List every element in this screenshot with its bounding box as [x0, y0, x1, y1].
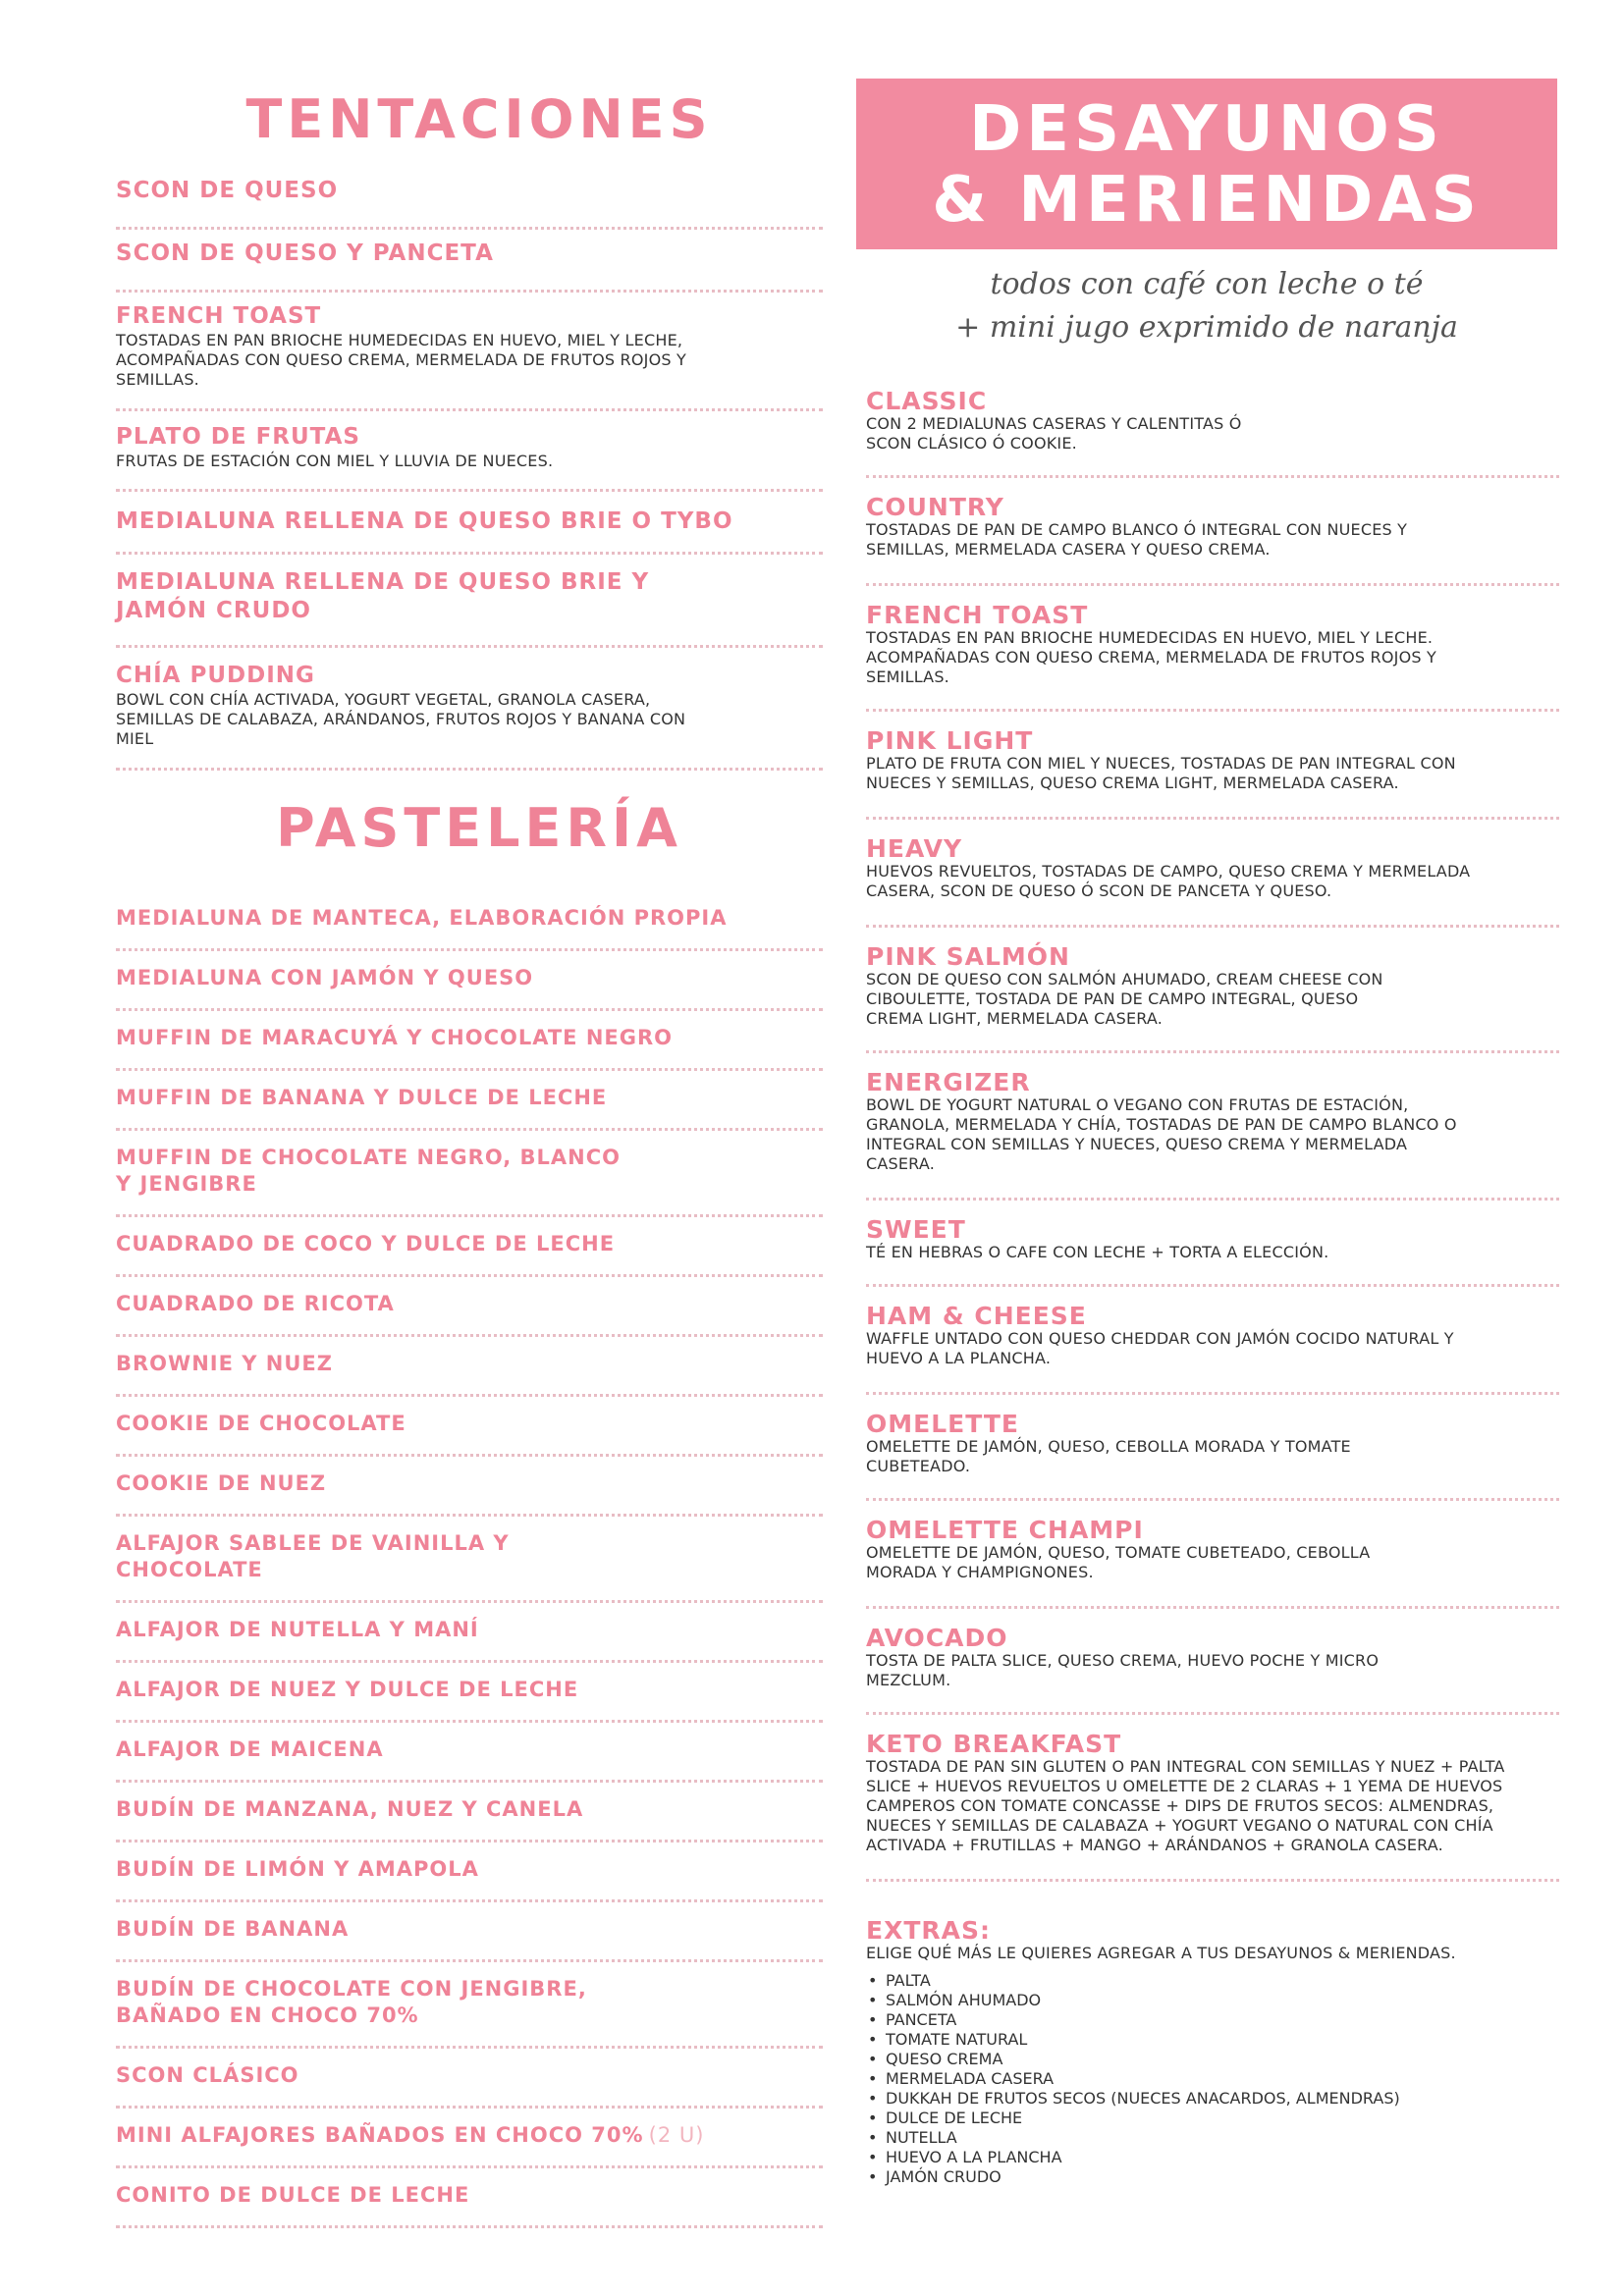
- list-item: [116, 1603, 823, 1663]
- list-item: [116, 1131, 823, 1217]
- list-item: [116, 411, 823, 492]
- item-title: SCON DE QUESO: [116, 178, 339, 203]
- list-item: [866, 712, 1559, 820]
- subtitle-line-2: + mini jugo exprimido de naranja: [955, 310, 1458, 345]
- item-title: OMELETTE CHAMPI: [866, 1516, 1144, 1544]
- list-item: • SALMÓN AHUMADO: [886, 1991, 1559, 2010]
- list-item: • NUTELLA: [886, 2128, 1559, 2148]
- item-description: TOSTADAS EN PAN BRIOCHE HUMEDECIDAS EN HUEVO, MIEL Y LECHE, ACOMPAÑADAS CON QUESO CREMA, MERMELADA DE FRUTOS ROJOS Y SEMILLAS.: [116, 331, 686, 389]
- item-description: TOSTADA DE PAN SIN GLUTEN O PAN INTEGRAL CON SEMILLAS Y NUEZ + PALTA SLICE + HUEVOS REVUELTOS U OMELETTE DE 2 CLARAS + 1 YEMA DE HUEVOS CAMPEROS CON TOMATE CONCASSE + DIPS DE FRUTOS SECOS: ALMENDRAS, NUECES Y SEMILLAS DE CALABAZA + YOGURT VEGANO O NATURAL CON CHÍA ACTIVADA + FRUTILLAS + MANGO + ARÁNDANOS + GRANOLA CASERA.: [866, 1757, 1505, 1854]
- item-title: ENERGIZER: [866, 1068, 1031, 1096]
- item-description: FRUTAS DE ESTACIÓN CON MIEL Y LLUVIA DE NUECES.: [116, 452, 554, 470]
- item-description: HUEVOS REVUELTOS, TOSTADAS DE CAMPO, QUESO CREMA Y MERMELADA CASERA, SCON DE QUESO Ó SCON DE PANCETA Y QUESO.: [866, 862, 1471, 900]
- item-description: TOSTA DE PALTA SLICE, QUESO CREMA, HUEVO POCHE Y MICRO MEZCLUM.: [866, 1651, 1380, 1689]
- list-item: [866, 820, 1559, 928]
- item-description: SCON DE QUESO CON SALMÓN AHUMADO, CREAM CHEESE CON CIBOULETTE, TOSTADA DE PAN DE CAMPO INTEGRAL, QUESO CREMA LIGHT, MERMELADA CASERA.: [866, 970, 1383, 1028]
- item-title: BUDÍN DE LIMÓN Y AMAPOLA: [116, 1857, 479, 1881]
- item-description: OMELETTE DE JAMÓN, QUESO, CEBOLLA MORADA Y TOMATE CUBETEADO.: [866, 1437, 1351, 1475]
- item-title: PINK SALMÓN: [866, 942, 1070, 971]
- item-title: SWEET: [866, 1215, 966, 1244]
- item-description: BOWL DE YOGURT NATURAL O VEGANO CON FRUTAS DE ESTACIÓN, GRANOLA, MERMELADA Y CHÍA, TOSTADAS DE PAN DE CAMPO BLANCO O INTEGRAL CON SEMILLAS Y NUECES, QUESO CREMA Y MERMELADA CASERA.: [866, 1095, 1457, 1173]
- list-item: • JAMÓN CRUDO: [886, 2167, 1559, 2187]
- list-item: [116, 1902, 823, 1962]
- item-title: CUADRADO DE RICOTA: [116, 1292, 395, 1315]
- item-title: PLATO DE FRUTAS: [116, 424, 360, 450]
- item-title: ALFAJOR SABLEE DE VAINILLA Y CHOCOLATE: [116, 1531, 510, 1581]
- item-title: MEDIALUNA RELLENA DE QUESO BRIE O TYBO: [116, 508, 733, 534]
- list-item: [116, 648, 823, 771]
- item-title: COOKIE DE NUEZ: [116, 1471, 327, 1495]
- extras-section: [866, 1882, 1559, 2187]
- list-item: [116, 2049, 823, 2109]
- item-title: MINI ALFAJORES BAÑADOS EN CHOCO 70%: [116, 2123, 644, 2147]
- list-item: [116, 1397, 823, 1457]
- list-item: [116, 891, 823, 951]
- list-item: [116, 1517, 823, 1603]
- item-title: KETO BREAKFAST: [866, 1730, 1122, 1758]
- item-description: WAFFLE UNTADO CON QUESO CHEDDAR CON JAMÓN COCIDO NATURAL Y HUEVO A LA PLANCHA.: [866, 1329, 1454, 1367]
- item-title: SCON CLÁSICO: [116, 2063, 299, 2087]
- list-item: [116, 1071, 823, 1131]
- list-item: [116, 492, 823, 555]
- list-item: [116, 1842, 823, 1902]
- list-item: [116, 1962, 823, 2049]
- extras-title: EXTRAS:: [866, 1916, 992, 1945]
- list-item: [116, 1723, 823, 1783]
- item-title: HEAVY: [866, 834, 963, 863]
- item-title: BROWNIE Y NUEZ: [116, 1352, 333, 1375]
- item-title: BUDÍN DE CHOCOLATE CON JENGIBRE, BAÑADO EN CHOCO 70%: [116, 1977, 587, 2027]
- item-title: FRENCH TOAST: [116, 303, 322, 329]
- item-description: TOSTADAS DE PAN DE CAMPO BLANCO Ó INTEGRAL CON NUECES Y SEMILLAS, MERMELADA CASERA Y QUESO CREMA.: [866, 520, 1408, 559]
- pasteleria-list: [116, 891, 823, 2228]
- list-item: [116, 1457, 823, 1517]
- list-item: [116, 230, 823, 293]
- item-title: MEDIALUNA DE MANTECA, ELABORACIÓN PROPIA: [116, 906, 728, 930]
- extras-intro: ELIGE QUÉ MÁS LE QUIERES AGREGAR A TUS DESAYUNOS & MERIENDAS.: [866, 1944, 1456, 1962]
- item-description: OMELETTE DE JAMÓN, QUESO, TOMATE CUBETEADO, CEBOLLA MORADA Y CHAMPIGNONES.: [866, 1543, 1371, 1581]
- item-title: BUDÍN DE MANZANA, NUEZ Y CANELA: [116, 1797, 584, 1821]
- list-item: • TOMATE NATURAL: [886, 2030, 1559, 2050]
- list-item: [116, 1277, 823, 1337]
- list-item: [866, 1501, 1559, 1609]
- item-quantity: (2 U): [648, 2123, 705, 2147]
- item-title: MUFFIN DE MARACUYÁ Y CHOCOLATE NEGRO: [116, 1026, 674, 1049]
- extras-list: [866, 1971, 1559, 2187]
- item-title: MUFFIN DE BANANA Y DULCE DE LECHE: [116, 1086, 608, 1109]
- list-item: [866, 1609, 1559, 1715]
- item-title: HAM & CHEESE: [866, 1302, 1087, 1330]
- item-title: CLASSIC: [866, 387, 988, 415]
- list-item: [116, 293, 823, 411]
- item-title: ALFAJOR DE NUEZ Y DULCE DE LECHE: [116, 1678, 579, 1701]
- item-description: TÉ EN HEBRAS O CAFE CON LECHE + TORTA A ELECCIÓN.: [866, 1243, 1329, 1261]
- item-title: CUADRADO DE COCO Y DULCE DE LECHE: [116, 1232, 616, 1255]
- item-title: MUFFIN DE CHOCOLATE NEGRO, BLANCO Y JENGIBRE: [116, 1146, 622, 1196]
- banner-line-2: & MERIENDAS: [932, 164, 1482, 237]
- list-item: [116, 1217, 823, 1277]
- list-item: [116, 1337, 823, 1397]
- list-item: [116, 555, 823, 648]
- item-title: FRENCH TOAST: [866, 601, 1089, 629]
- list-item: [866, 1395, 1559, 1501]
- item-title: CONITO DE DULCE DE LECHE: [116, 2183, 470, 2207]
- list-item: [866, 586, 1559, 712]
- list-item: [116, 1011, 823, 1071]
- desayunos-list: [866, 388, 1559, 2187]
- list-item: • QUESO CREMA: [886, 2050, 1559, 2069]
- banner-line-1: DESAYUNOS: [969, 93, 1444, 166]
- item-title: SCON DE QUESO Y PANCETA: [116, 240, 494, 266]
- list-item: • HUEVO A LA PLANCHA: [886, 2148, 1559, 2167]
- item-title: COUNTRY: [866, 493, 1004, 521]
- list-item: [866, 1053, 1559, 1201]
- item-title: OMELETTE: [866, 1410, 1019, 1438]
- list-item: • PANCETA: [886, 2010, 1559, 2030]
- item-title: COOKIE DE CHOCOLATE: [116, 1412, 406, 1435]
- item-title: ALFAJOR DE MAICENA: [116, 1737, 384, 1761]
- list-item: • MERMELADA CASERA: [886, 2069, 1559, 2089]
- item-title: ALFAJOR DE NUTELLA Y MANÍ: [116, 1618, 479, 1641]
- item-title: BUDÍN DE BANANA: [116, 1917, 350, 1941]
- list-item: [866, 478, 1559, 586]
- item-title: AVOCADO: [866, 1624, 1008, 1652]
- desayunos-banner: [856, 79, 1557, 249]
- list-item: [866, 928, 1559, 1053]
- item-description: CON 2 MEDIALUNAS CASERAS Y CALENTITAS Ó SCON CLÁSICO Ó COOKIE.: [866, 414, 1242, 453]
- list-item: [116, 169, 823, 230]
- tentaciones-heading: TENTACIONES: [245, 88, 713, 150]
- list-item: [866, 1715, 1559, 1882]
- list-item: [116, 2109, 823, 2168]
- desayunos-subtitle: [856, 263, 1557, 349]
- list-item: • PALTA: [886, 1971, 1559, 1991]
- list-item: [866, 1201, 1559, 1287]
- list-item: • DUKKAH DE FRUTOS SECOS (NUECES ANACARDOS, ALMENDRAS): [886, 2089, 1559, 2109]
- list-item: [866, 388, 1559, 478]
- pasteleria-heading: PASTELERÍA: [276, 797, 682, 859]
- item-description: PLATO DE FRUTA CON MIEL Y NUECES, TOSTADAS DE PAN INTEGRAL CON NUECES Y SEMILLAS, QUESO CREMA LIGHT, MERMELADA CASERA.: [866, 754, 1456, 792]
- list-item: [116, 2168, 823, 2228]
- list-item: [116, 1783, 823, 1842]
- item-title: MEDIALUNA RELLENA DE QUESO BRIE Y JAMÓN CRUDO: [116, 569, 650, 623]
- item-title: MEDIALUNA CON JAMÓN Y QUESO: [116, 966, 534, 989]
- list-item: • DULCE DE LECHE: [886, 2109, 1559, 2128]
- item-description: BOWL CON CHÍA ACTIVADA, YOGURT VEGETAL, GRANOLA CASERA, SEMILLAS DE CALABAZA, ARÁNDANOS, FRUTOS ROJOS Y BANANA CON MIEL: [116, 690, 686, 748]
- list-item: [866, 1287, 1559, 1395]
- tentaciones-list: [116, 169, 823, 771]
- item-title: PINK LIGHT: [866, 726, 1034, 755]
- list-item: [116, 1663, 823, 1723]
- item-description: TOSTADAS EN PAN BRIOCHE HUMEDECIDAS EN HUEVO, MIEL Y LECHE. ACOMPAÑADAS CON QUESO CREMA, MERMELADA DE FRUTOS ROJOS Y SEMILLAS.: [866, 628, 1436, 686]
- item-title: CHÍA PUDDING: [116, 663, 315, 688]
- subtitle-line-1: todos con café con leche o té: [990, 267, 1424, 301]
- list-item: [116, 951, 823, 1011]
